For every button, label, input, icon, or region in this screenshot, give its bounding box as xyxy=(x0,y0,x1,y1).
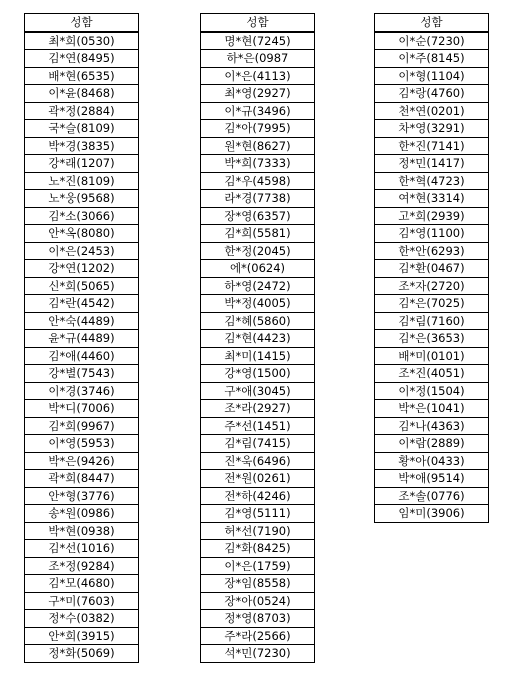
table-row xyxy=(25,295,139,313)
table-row xyxy=(375,67,489,85)
name-cell: 이*은(2453) xyxy=(25,242,139,260)
name-cell: 석*민(7230) xyxy=(201,645,315,663)
name-cell: 안*형(3776) xyxy=(25,487,139,505)
table-row xyxy=(375,260,489,278)
table-row xyxy=(25,137,139,155)
name-cell: 진*욱(6496) xyxy=(201,452,315,470)
table-row xyxy=(375,487,489,505)
name-cell: 한*안(6293) xyxy=(375,242,489,260)
name-cell: 하*은(0987 xyxy=(201,50,315,68)
table-row xyxy=(375,190,489,208)
name-cell: 김*림(7415) xyxy=(201,435,315,453)
name-cell: 정*화(5069) xyxy=(25,645,139,663)
name-cell: 조*정(9284) xyxy=(25,557,139,575)
name-cell: 원*현(8627) xyxy=(201,137,315,155)
table-row xyxy=(201,225,315,243)
name-cell: 안*옥(8080) xyxy=(25,225,139,243)
table-row xyxy=(201,347,315,365)
name-cell: 장*임(8558) xyxy=(201,575,315,593)
name-cell: 천*연(0201) xyxy=(375,102,489,120)
table-row xyxy=(375,277,489,295)
name-cell: 구*애(3045) xyxy=(201,382,315,400)
name-cell: 전*하(4246) xyxy=(201,487,315,505)
column-header: 성함 xyxy=(375,14,489,32)
name-cell: 신*희(5065) xyxy=(25,277,139,295)
table-row xyxy=(375,155,489,173)
table-row xyxy=(375,417,489,435)
table-row xyxy=(375,452,489,470)
name-cell: 박*정(4005) xyxy=(201,295,315,313)
column-header: 성함 xyxy=(25,14,139,32)
name-cell: 김*림(7160) xyxy=(375,312,489,330)
name-cell: 정*민(1417) xyxy=(375,155,489,173)
table-row xyxy=(201,557,315,575)
name-cell: 강*연(1202) xyxy=(25,260,139,278)
table-row xyxy=(201,400,315,418)
name-cell: 박*현(0938) xyxy=(25,522,139,540)
table-row xyxy=(25,277,139,295)
table-row xyxy=(25,365,139,383)
name-cell: 장*아(0524) xyxy=(201,592,315,610)
name-cell: 박*은(9426) xyxy=(25,452,139,470)
table-row xyxy=(25,610,139,628)
table-row xyxy=(25,575,139,593)
name-cell: 곽*희(8447) xyxy=(25,470,139,488)
name-cell: 이*규(3496) xyxy=(201,102,315,120)
name-cell: 주*라(2566) xyxy=(201,627,315,645)
name-cell: 한*정(2045) xyxy=(201,242,315,260)
name-cell: 박*애(9514) xyxy=(375,470,489,488)
table-row xyxy=(375,505,489,523)
name-cell: 배*미(0101) xyxy=(375,347,489,365)
table-row xyxy=(375,365,489,383)
table-row xyxy=(25,417,139,435)
name-table-1 xyxy=(24,13,139,663)
name-cell: 이*순(7230) xyxy=(375,32,489,50)
name-cell: 이*영(5953) xyxy=(25,435,139,453)
table-row xyxy=(201,85,315,103)
name-cell: 김*애(4460) xyxy=(25,347,139,365)
table-row xyxy=(201,102,315,120)
table-row xyxy=(201,50,315,68)
table-row xyxy=(201,505,315,523)
name-cell: 박*디(7006) xyxy=(25,400,139,418)
name-cell: 국*슬(8109) xyxy=(25,120,139,138)
table-row xyxy=(201,627,315,645)
name-cell: 김*란(4542) xyxy=(25,295,139,313)
name-cell: 강*래(1207) xyxy=(25,155,139,173)
name-cell: 최*영(2927) xyxy=(201,85,315,103)
table-row xyxy=(375,207,489,225)
table-row xyxy=(25,50,139,68)
name-cell: 이*정(1504) xyxy=(375,382,489,400)
table-row xyxy=(25,452,139,470)
name-cell: 김*영(5111) xyxy=(201,505,315,523)
name-cell: 김*랑(4760) xyxy=(375,85,489,103)
table-row xyxy=(25,260,139,278)
table-row xyxy=(25,435,139,453)
table-row xyxy=(201,330,315,348)
name-cell: 김*희(5581) xyxy=(201,225,315,243)
name-cell: 이*윤(8468) xyxy=(25,85,139,103)
table-row xyxy=(375,102,489,120)
table-row xyxy=(375,312,489,330)
name-cell: 최*미(1415) xyxy=(201,347,315,365)
name-cell: 김*화(8425) xyxy=(201,540,315,558)
table-row xyxy=(25,557,139,575)
table-row xyxy=(201,172,315,190)
name-cell: 김*선(1016) xyxy=(25,540,139,558)
table-row xyxy=(201,207,315,225)
name-cell: 장*영(6357) xyxy=(201,207,315,225)
name-cell: 명*현(7245) xyxy=(201,32,315,50)
name-cell: 윤*규(4489) xyxy=(25,330,139,348)
name-cell: 안*희(3915) xyxy=(25,627,139,645)
name-cell: 안*숙(4489) xyxy=(25,312,139,330)
table-row xyxy=(375,330,489,348)
table-row xyxy=(375,347,489,365)
table-row xyxy=(25,400,139,418)
name-cell: 정*수(0382) xyxy=(25,610,139,628)
table-row xyxy=(25,67,139,85)
table-row xyxy=(201,312,315,330)
table-row xyxy=(375,50,489,68)
name-cell: 한*진(7141) xyxy=(375,137,489,155)
table-row xyxy=(201,190,315,208)
table-row xyxy=(201,277,315,295)
name-cell: 한*혁(4723) xyxy=(375,172,489,190)
table-row xyxy=(375,382,489,400)
name-cell: 차*영(3291) xyxy=(375,120,489,138)
name-cell: 전*원(0261) xyxy=(201,470,315,488)
name-cell: 황*아(0433) xyxy=(375,452,489,470)
table-row xyxy=(375,242,489,260)
name-cell: 여*현(3314) xyxy=(375,190,489,208)
table-row xyxy=(25,242,139,260)
table-row xyxy=(201,242,315,260)
name-cell: 김*은(7025) xyxy=(375,295,489,313)
table-row xyxy=(25,32,139,50)
table-row xyxy=(201,417,315,435)
table-row xyxy=(201,592,315,610)
table-row xyxy=(375,172,489,190)
table-row xyxy=(201,382,315,400)
name-cell: 허*선(7190) xyxy=(201,522,315,540)
name-cell: 박*희(7333) xyxy=(201,155,315,173)
table-row xyxy=(201,295,315,313)
table-row xyxy=(201,610,315,628)
table-row xyxy=(25,645,139,663)
name-cell: 이*형(1104) xyxy=(375,67,489,85)
table-row xyxy=(25,190,139,208)
table-row xyxy=(25,207,139,225)
name-cell: 고*희(2939) xyxy=(375,207,489,225)
table-row xyxy=(201,32,315,50)
name-cell: 김*희(9967) xyxy=(25,417,139,435)
name-cell: 이*람(2889) xyxy=(375,435,489,453)
table-header-row xyxy=(375,14,489,32)
name-cell: 조*자(2720) xyxy=(375,277,489,295)
table-row xyxy=(375,137,489,155)
table-row xyxy=(25,487,139,505)
table-row xyxy=(25,85,139,103)
name-cell: 김*소(3066) xyxy=(25,207,139,225)
name-cell: 라*경(7738) xyxy=(201,190,315,208)
name-cell: 주*선(1451) xyxy=(201,417,315,435)
name-cell: 이*은(1759) xyxy=(201,557,315,575)
table-row xyxy=(375,32,489,50)
table-row xyxy=(375,295,489,313)
table-row xyxy=(201,365,315,383)
name-cell: 이*주(8145) xyxy=(375,50,489,68)
name-cell: 김*혜(5860) xyxy=(201,312,315,330)
table-header-row xyxy=(201,14,315,32)
table-row xyxy=(25,312,139,330)
table-row xyxy=(201,575,315,593)
table-row xyxy=(201,67,315,85)
name-cell: 배*현(6535) xyxy=(25,67,139,85)
table-row xyxy=(201,120,315,138)
name-cell: 박*경(3835) xyxy=(25,137,139,155)
name-cell: 김*현(4423) xyxy=(201,330,315,348)
name-cell: 김*환(0467) xyxy=(375,260,489,278)
table-row xyxy=(25,522,139,540)
table-header-row xyxy=(25,14,139,32)
table-row xyxy=(25,120,139,138)
table-row xyxy=(25,347,139,365)
name-cell: 정*영(8703) xyxy=(201,610,315,628)
table-row xyxy=(25,470,139,488)
name-cell: 임*미(3906) xyxy=(375,505,489,523)
name-cell: 구*미(7603) xyxy=(25,592,139,610)
name-cell: 조*솔(0776) xyxy=(375,487,489,505)
table-row xyxy=(375,470,489,488)
table-row xyxy=(201,452,315,470)
table-row xyxy=(201,260,315,278)
table-row xyxy=(201,470,315,488)
name-table-3 xyxy=(374,13,489,523)
table-row xyxy=(201,137,315,155)
name-cell: 최*희(0530) xyxy=(25,32,139,50)
name-cell: 김*나(4363) xyxy=(375,417,489,435)
name-cell: 조*라(2927) xyxy=(201,400,315,418)
table-row xyxy=(201,435,315,453)
table-row xyxy=(375,400,489,418)
table-row xyxy=(25,382,139,400)
table-row xyxy=(25,627,139,645)
name-cell: 노*웅(9568) xyxy=(25,190,139,208)
name-cell: 김*은(3653) xyxy=(375,330,489,348)
table-row xyxy=(201,540,315,558)
name-cell: 에*(0624) xyxy=(201,260,315,278)
name-cell: 조*진(4051) xyxy=(375,365,489,383)
name-cell: 김*아(7995) xyxy=(201,120,315,138)
table-row xyxy=(25,225,139,243)
table-row xyxy=(25,155,139,173)
name-cell: 박*은(1041) xyxy=(375,400,489,418)
table-row xyxy=(375,85,489,103)
name-cell: 송*원(0986) xyxy=(25,505,139,523)
table-row xyxy=(201,155,315,173)
table-row xyxy=(25,540,139,558)
name-cell: 강*영(1500) xyxy=(201,365,315,383)
table-row xyxy=(201,487,315,505)
name-table-2 xyxy=(200,13,315,663)
name-cell: 노*진(8109) xyxy=(25,172,139,190)
name-cell: 김*연(8495) xyxy=(25,50,139,68)
table-row xyxy=(375,225,489,243)
name-cell: 강*별(7543) xyxy=(25,365,139,383)
name-cell: 이*은(4113) xyxy=(201,67,315,85)
name-cell: 곽*정(2884) xyxy=(25,102,139,120)
table-row xyxy=(25,330,139,348)
name-cell: 김*모(4680) xyxy=(25,575,139,593)
table-row xyxy=(25,592,139,610)
table-row xyxy=(201,522,315,540)
table-row xyxy=(375,120,489,138)
table-row xyxy=(25,505,139,523)
table-row xyxy=(375,435,489,453)
table-row xyxy=(25,172,139,190)
name-cell: 김*영(1100) xyxy=(375,225,489,243)
name-cell: 하*영(2472) xyxy=(201,277,315,295)
column-header: 성함 xyxy=(201,14,315,32)
table-row xyxy=(25,102,139,120)
name-cell: 김*우(4598) xyxy=(201,172,315,190)
table-row xyxy=(201,645,315,663)
name-cell: 이*경(3746) xyxy=(25,382,139,400)
